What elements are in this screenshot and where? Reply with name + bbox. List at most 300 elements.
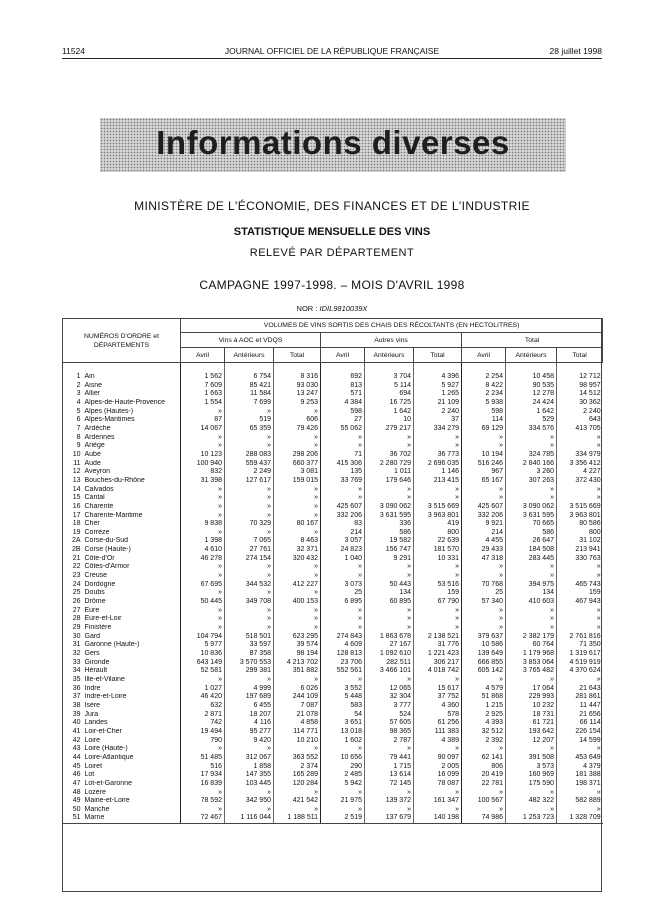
volume-cell: » — [506, 789, 557, 798]
volume-cell: 400 153 — [274, 598, 321, 607]
volume-cell: » — [557, 624, 603, 633]
volume-cell: » — [557, 494, 603, 503]
volume-cell: 16 839 — [181, 780, 225, 789]
volume-cell: » — [274, 572, 321, 581]
volume-cell: » — [225, 745, 274, 754]
department-code: 41 — [72, 727, 81, 735]
volume-cell: 9 291 — [365, 555, 414, 564]
department-code: 51 — [63, 814, 83, 823]
volume-cell: 62 141 — [462, 754, 506, 763]
volume-cell: 100 940 — [181, 460, 225, 469]
volume-cell: 3 704 — [365, 373, 414, 382]
volume-cell: » — [557, 676, 603, 685]
volume-cell: 306 217 — [414, 659, 462, 668]
volume-cell: 16 725 — [365, 399, 414, 408]
volume-cell: 67 790 — [414, 598, 462, 607]
volume-cell: » — [557, 486, 603, 495]
department-code: 3 — [76, 390, 81, 398]
department-code: 24 — [72, 580, 81, 588]
volume-cell: » — [181, 408, 225, 417]
subcol-header: Avril — [321, 348, 365, 363]
volume-cell: 2 485 — [321, 771, 365, 780]
volume-cell: 165 289 — [274, 771, 321, 780]
volume-cell: 159 015 — [274, 477, 321, 486]
department-name: Landes — [84, 719, 108, 727]
volume-cell: 3 631 595 — [365, 512, 414, 521]
volume-cell: 586 — [365, 529, 414, 538]
volume-cell: 3 570 553 — [225, 659, 274, 668]
volume-cell: 813 — [321, 382, 365, 391]
volume-cell: 632 — [181, 702, 225, 711]
volume-cell: » — [225, 503, 274, 512]
volume-cell: 22 781 — [462, 780, 506, 789]
volume-cell: 213 415 — [414, 477, 462, 486]
volume-cell: 2 761 816 — [557, 633, 603, 642]
table-row — [63, 477, 603, 486]
volume-cell: » — [274, 434, 321, 443]
volume-cell: » — [225, 615, 274, 624]
volume-cell: 33 769 — [321, 477, 365, 486]
volume-cell: 7 699 — [225, 399, 274, 408]
department-name: Maine-et-Loire — [84, 797, 130, 805]
department-name: Gard — [84, 632, 101, 640]
volume-cell: 2 240 — [557, 408, 603, 417]
department-name: Jura — [84, 710, 99, 718]
table-row — [63, 719, 603, 728]
volume-cell: 46 420 — [181, 693, 225, 702]
volume-cell: 342 950 — [225, 797, 274, 806]
table-row — [63, 451, 603, 460]
volume-cell: 334 979 — [557, 451, 603, 460]
volume-cell: » — [274, 676, 321, 685]
row-header-label: NUMÉROS D'ORDRE et DÉPARTEMENTS — [84, 332, 159, 349]
department-code: 5 — [76, 407, 81, 415]
volume-cell: 4 999 — [225, 685, 274, 694]
volume-cell: 98 365 — [365, 728, 414, 737]
volume-cell: » — [274, 494, 321, 503]
department-code: 28 — [72, 615, 81, 623]
volume-cell: 10 — [365, 416, 414, 425]
volume-cell: 159 — [414, 589, 462, 598]
department-name: Aveyron — [84, 468, 111, 476]
volume-cell: » — [321, 607, 365, 616]
volume-cell: » — [181, 676, 225, 685]
nor-value: IDIL9810039X — [319, 304, 368, 313]
volume-cell: 14 599 — [557, 737, 603, 746]
table-row — [63, 814, 603, 823]
table-row — [63, 780, 603, 789]
volume-cell: » — [506, 494, 557, 503]
table-row — [63, 789, 603, 798]
volume-cell: 3 573 — [506, 763, 557, 772]
volume-cell: 15 617 — [414, 685, 462, 694]
volume-cell: 31 776 — [414, 641, 462, 650]
volume-cell: 419 — [414, 520, 462, 529]
volume-cell: » — [462, 615, 506, 624]
table-row — [63, 633, 603, 642]
volume-cell: 421 542 — [274, 797, 321, 806]
banner-title: Informations diverses — [156, 124, 510, 161]
volume-cell: 3 765 482 — [506, 667, 557, 676]
volume-cell: 330 763 — [557, 555, 603, 564]
volume-cell: 3 081 — [274, 468, 321, 477]
volume-cell: » — [557, 563, 603, 572]
volume-cell: 1 188 511 — [274, 814, 321, 823]
volume-cell: 524 — [365, 711, 414, 720]
volume-cell: 2 005 — [414, 763, 462, 772]
volume-cell: 692 — [321, 373, 365, 382]
volume-cell: 90 535 — [506, 382, 557, 391]
volume-cell: 4 579 — [462, 685, 506, 694]
volume-cell: 7 065 — [225, 537, 274, 546]
department-code: 2B — [71, 546, 81, 554]
volume-cell: 37 — [414, 416, 462, 425]
department-name: Indre — [84, 684, 101, 692]
nor-reference — [62, 304, 602, 313]
volume-cell: 3 963 801 — [557, 512, 603, 521]
volume-cell: » — [462, 676, 506, 685]
table-row — [63, 382, 603, 391]
volume-cell: » — [365, 563, 414, 572]
volume-cell: 3 515 669 — [414, 503, 462, 512]
volume-cell: » — [181, 607, 225, 616]
volume-cell: » — [321, 563, 365, 572]
department-name: Ain — [84, 373, 95, 380]
department-code: 50 — [72, 805, 81, 813]
table-row — [63, 763, 603, 772]
group-header-1: Autres vins — [321, 333, 462, 348]
volume-cell: 67 695 — [181, 581, 225, 590]
volume-cell: 71 — [321, 451, 365, 460]
volume-cell: 3 057 — [321, 537, 365, 546]
volume-cell: » — [506, 607, 557, 616]
volume-cell: 19 494 — [181, 728, 225, 737]
volume-cell: » — [225, 434, 274, 443]
volume-cell: » — [414, 615, 462, 624]
volume-cell: 137 679 — [365, 814, 414, 823]
volume-cell: 800 — [557, 529, 603, 538]
department-name: Creuse — [84, 572, 108, 580]
volume-cell: 298 206 — [274, 451, 321, 460]
volume-cell: 51 868 — [462, 693, 506, 702]
volume-cell: 24 823 — [321, 546, 365, 555]
volume-cell: 1 011 — [365, 468, 414, 477]
volume-cell: » — [414, 676, 462, 685]
volume-cell: 103 445 — [225, 780, 274, 789]
volume-cell: 4 858 — [274, 719, 321, 728]
department-name: Garonne (Haute-) — [84, 641, 140, 649]
volume-cell: 372 430 — [557, 477, 603, 486]
volume-cell: » — [274, 512, 321, 521]
volume-cell: 1 040 — [321, 555, 365, 564]
wine-statistics-table — [62, 318, 603, 824]
volume-cell: 1 562 — [181, 373, 225, 382]
table-row — [63, 659, 603, 668]
volume-cell: 1 858 — [225, 763, 274, 772]
volume-cell: » — [414, 442, 462, 451]
volume-cell: 10 458 — [506, 373, 557, 382]
volume-cell: » — [225, 789, 274, 798]
volume-cell: » — [462, 789, 506, 798]
volume-cell: 21 656 — [557, 711, 603, 720]
volume-cell: 18 731 — [506, 711, 557, 720]
table-row — [63, 529, 603, 538]
department-name: Lot-et-Garonne — [84, 779, 132, 787]
volume-cell: 179 646 — [365, 477, 414, 486]
volume-cell: » — [181, 806, 225, 815]
department-code: 47 — [72, 779, 81, 787]
volume-cell: 27 — [321, 416, 365, 425]
volume-cell: 3 963 801 — [414, 512, 462, 521]
volume-cell: 100 567 — [462, 797, 506, 806]
volume-cell: » — [506, 572, 557, 581]
volume-cell: 336 — [365, 520, 414, 529]
volume-cell: » — [181, 572, 225, 581]
campaign-heading: CAMPAGNE 1997-1998. – MOIS D'AVRIL 1998 — [199, 278, 465, 292]
volume-cell: 17 064 — [506, 685, 557, 694]
volume-cell: 967 — [462, 468, 506, 477]
volume-cell: 1 863 678 — [365, 633, 414, 642]
volume-cell: 8 463 — [274, 537, 321, 546]
volume-cell: » — [225, 607, 274, 616]
department-code: 11 — [73, 459, 81, 467]
table-row — [63, 641, 603, 650]
volume-cell: 332 206 — [462, 512, 506, 521]
volume-cell: 643 — [557, 416, 603, 425]
volume-cell: 666 855 — [462, 659, 506, 668]
volume-cell: 197 689 — [225, 693, 274, 702]
department-name: Ille-et-Vilaine — [84, 675, 125, 683]
department-code: 9 — [76, 442, 81, 450]
department-name: Marne — [83, 814, 181, 823]
volume-cell: 10 123 — [181, 451, 225, 460]
volume-cell: 90 097 — [414, 754, 462, 763]
volume-cell: 10 194 — [462, 451, 506, 460]
volume-cell: » — [181, 589, 225, 598]
volume-cell: 39 574 — [274, 641, 321, 650]
volume-cell: » — [321, 806, 365, 815]
volume-cell: 72 467 — [181, 814, 225, 823]
volume-cell: 229 993 — [506, 693, 557, 702]
volume-cell: 4 396 — [414, 373, 462, 382]
volume-cell: 10 836 — [181, 650, 225, 659]
table-row — [63, 494, 603, 503]
volume-cell: 4 370 624 — [557, 667, 603, 676]
volume-cell: 85 421 — [225, 382, 274, 391]
volume-cell: » — [274, 745, 321, 754]
volume-cell: 159 — [557, 589, 603, 598]
department-name: Isère — [84, 701, 101, 709]
volume-cell: » — [414, 494, 462, 503]
volume-cell: 1 715 — [365, 763, 414, 772]
department-code: 21 — [72, 554, 81, 562]
subcol-header: Avril — [462, 348, 506, 363]
department-name: Finistère — [84, 624, 112, 632]
volume-cell: 425 607 — [321, 503, 365, 512]
volume-cell: 4 213 702 — [274, 659, 321, 668]
department-code: 37 — [72, 693, 81, 701]
department-code: 42 — [72, 736, 81, 744]
volume-cell: 74 986 — [462, 814, 506, 823]
department-code: 32 — [72, 650, 81, 657]
journal-title: JOURNAL OFFICIEL DE LA RÉPUBLIQUE FRANÇAISE — [224, 46, 440, 56]
subcol-header: Antérieurs — [365, 348, 414, 363]
volume-cell: 30 362 — [557, 399, 603, 408]
volume-cell: 11 447 — [557, 702, 603, 711]
volume-cell: 598 — [321, 408, 365, 417]
volume-cell: » — [414, 789, 462, 798]
volume-cell: » — [321, 486, 365, 495]
volume-cell: 47 318 — [462, 555, 506, 564]
subcol-header: Total — [274, 348, 321, 363]
volume-cell: 5 448 — [321, 693, 365, 702]
department-name: Côte-d'Or — [84, 554, 115, 562]
department-code: 46 — [72, 771, 81, 779]
volume-cell: 4 116 — [225, 719, 274, 728]
volume-cell: 3 777 — [365, 702, 414, 711]
volume-cell: 4 393 — [462, 719, 506, 728]
volume-cell: 465 743 — [557, 581, 603, 590]
volume-cell: 5 927 — [414, 382, 462, 391]
volume-cell: » — [274, 806, 321, 815]
volume-cell: » — [181, 503, 225, 512]
department-code: 45 — [72, 762, 81, 770]
volume-cell: 213 941 — [557, 546, 603, 555]
volume-cell: 12 712 — [557, 373, 603, 382]
volume-cell: 70 665 — [506, 520, 557, 529]
volume-cell: 559 437 — [225, 460, 274, 469]
department-name: Côtes-d'Armor — [84, 563, 130, 571]
volume-cell: 518 501 — [225, 633, 274, 642]
volume-cell: » — [414, 624, 462, 633]
volume-cell: 519 — [225, 416, 274, 425]
volume-cell: » — [321, 434, 365, 443]
row-header-cell — [63, 319, 181, 363]
volume-cell: 147 355 — [225, 771, 274, 780]
volume-cell: 54 — [321, 711, 365, 720]
volume-cell: 379 637 — [462, 633, 506, 642]
volume-cell: 7 609 — [181, 382, 225, 391]
volume-cell: 16 099 — [414, 771, 462, 780]
volume-cell: 1 398 — [181, 537, 225, 546]
volume-cell: 26 647 — [506, 537, 557, 546]
volume-cell: » — [274, 503, 321, 512]
subcol-header: Antérieurs — [506, 348, 557, 363]
volume-cell: 33 597 — [225, 641, 274, 650]
volume-cell: 4 384 — [321, 399, 365, 408]
department-name: Lot — [84, 771, 95, 779]
volume-cell: 282 511 — [365, 659, 414, 668]
volume-cell: » — [274, 442, 321, 451]
volume-cell: » — [225, 494, 274, 503]
volume-cell: 21 109 — [414, 399, 462, 408]
volume-cell: 21 643 — [557, 685, 603, 694]
volume-cell: 24 424 — [506, 399, 557, 408]
department-name: Calvados — [84, 485, 114, 493]
department-code: 36 — [72, 684, 81, 692]
volume-cell: » — [321, 442, 365, 451]
volume-cell: » — [321, 572, 365, 581]
department-code: 12 — [72, 468, 81, 476]
volume-cell: 226 154 — [557, 728, 603, 737]
table-row — [63, 555, 603, 564]
volume-cell: 29 433 — [462, 546, 506, 555]
volume-cell: » — [557, 745, 603, 754]
volume-cell: » — [225, 589, 274, 598]
volume-cell: 19 582 — [365, 537, 414, 546]
volume-cell: 31 398 — [181, 477, 225, 486]
department-name: Drôme — [84, 598, 106, 606]
volume-cell: » — [506, 745, 557, 754]
volume-cell: » — [506, 442, 557, 451]
department-name: Loiret — [84, 762, 103, 770]
department-code: 33 — [72, 658, 81, 666]
volume-cell: 70 768 — [462, 581, 506, 590]
volume-cell: 46 278 — [181, 555, 225, 564]
department-name: Alpes-de-Haute-Provence — [84, 398, 166, 406]
volume-cell: 78 592 — [181, 797, 225, 806]
volume-cell: » — [181, 486, 225, 495]
department-name: Bouches-du-Rhône — [84, 476, 145, 484]
volume-cell: 529 — [506, 416, 557, 425]
department-name: Allier — [84, 390, 101, 398]
volume-cell: 51 485 — [181, 754, 225, 763]
table-row — [63, 408, 603, 417]
volume-cell: » — [225, 442, 274, 451]
department-code: 29 — [72, 624, 81, 632]
volume-cell: » — [181, 494, 225, 503]
volume-cell: 98 957 — [557, 382, 603, 391]
volume-cell: 2 392 — [462, 737, 506, 746]
volume-cell: 606 — [274, 416, 321, 425]
volume-cell: 60 895 — [365, 598, 414, 607]
volume-cell: 2 840 166 — [506, 460, 557, 469]
volume-cell: 1 642 — [506, 408, 557, 417]
table-row — [63, 728, 603, 737]
volume-cell: 623 295 — [274, 633, 321, 642]
volume-cell: 453 649 — [557, 754, 603, 763]
volume-cell: 7 087 — [274, 702, 321, 711]
department-code: 35 — [72, 675, 81, 683]
volume-cell: 1 319 617 — [557, 650, 603, 659]
releve-subtitle: RELEVÉ PAR DÉPARTEMENT — [249, 247, 415, 259]
department-code: 34 — [72, 667, 81, 675]
department-code: 39 — [72, 710, 81, 718]
department-name: Indre-et-Loire — [84, 693, 127, 701]
volume-cell: » — [365, 442, 414, 451]
department-name: Aube — [84, 450, 101, 458]
volume-cell: » — [225, 563, 274, 572]
department-name: Corse-du-Sud — [84, 537, 129, 545]
volume-cell: 184 508 — [506, 546, 557, 555]
volume-cell: 2 249 — [225, 468, 274, 477]
volume-cell: 61 256 — [414, 719, 462, 728]
volume-cell: 3 073 — [321, 581, 365, 590]
volume-cell: » — [321, 676, 365, 685]
volume-cell: 571 — [321, 390, 365, 399]
volume-cell: 65 359 — [225, 425, 274, 434]
volume-cell: » — [365, 806, 414, 815]
volume-cell: 3 552 — [321, 685, 365, 694]
volume-cell: 2 138 521 — [414, 633, 462, 642]
volume-cell: 214 — [462, 529, 506, 538]
table-row — [63, 650, 603, 659]
volume-cell: 1 092 610 — [365, 650, 414, 659]
table-row — [63, 702, 603, 711]
volume-cell: 3 515 669 — [557, 503, 603, 512]
volume-cell: 583 — [321, 702, 365, 711]
department-code: 18 — [72, 520, 81, 528]
